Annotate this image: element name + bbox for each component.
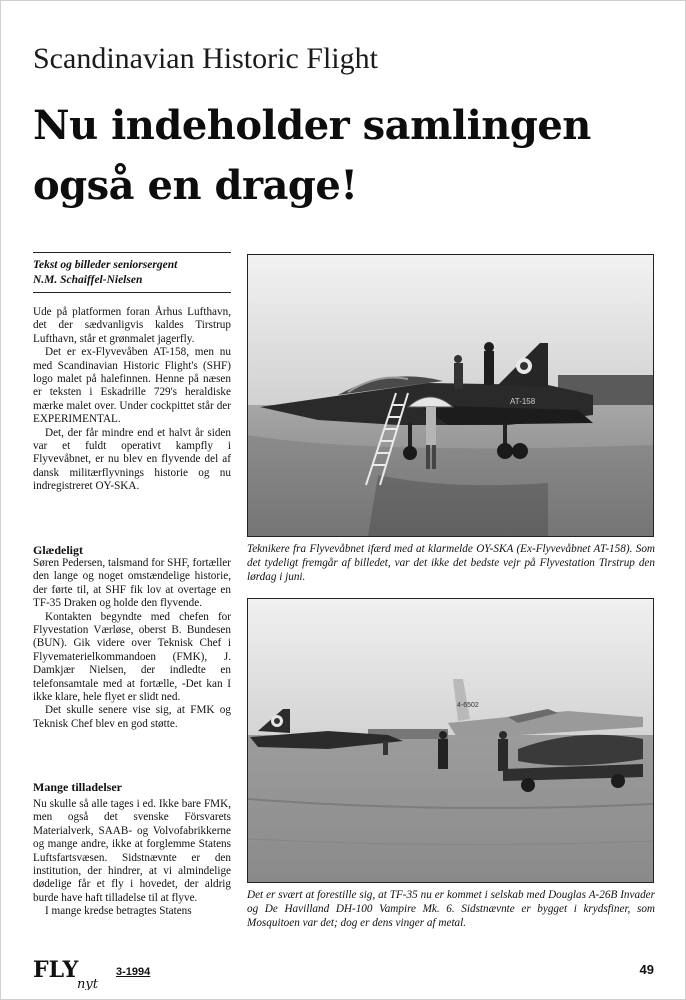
photo-draken-apron	[247, 254, 654, 537]
article-headline: Nu indeholder samlingen også en drage!	[33, 102, 591, 209]
byline-author: N.M. Schaiffel-Nielsen	[33, 274, 143, 286]
section-text-tilladelser	[33, 798, 231, 919]
logo-main: FLY	[33, 957, 79, 983]
intro-paragraph: Det, der får mindre end et halvt år siden var et fuldt operativt kampfly i Flyvevåbnet, er nu blev en flyvende del af dansk militærflyvnings historie og nu indregistreret OY-SKA.	[33, 426, 231, 493]
tail-code: 4-6502	[457, 702, 479, 709]
photo-aircraft-lineup	[247, 598, 654, 883]
fly-nyt-logo	[33, 955, 113, 990]
section-paragraph: Søren Pedersen, talsmand for SHF, fortæller den lange og noget omstændelige historie, der førte til, at SHF fik lov at overtage en TF-35 Draken og holde den flyvende.	[33, 557, 231, 610]
section-heading-glaedeligt: Glædeligt	[33, 543, 83, 557]
article-kicker: Scandinavian Historic Flight	[33, 42, 378, 75]
page-number: 49	[639, 962, 654, 977]
section-heading-tilladelser: Mange tilladelser	[33, 780, 122, 794]
photo-caption-2: Det er svært at forestille sig, at TF-35 nu er kommet i selskab med Douglas A-26B Invader og De Havilland DH-100 Vampire Mk. 6. Sidstnævnte er bygget i krydsfiner, som Mosquitoen var det; dog er dens vinger af metal.	[247, 889, 655, 929]
photo-lineup-illustration	[248, 599, 653, 882]
section-paragraph: I mange kredse betragtes Statens	[45, 905, 192, 918]
photo-caption-1: Teknikere fra Flyvevåbnet ifærd med at klarmelde OY-SKA (Ex-Flyvevåbnet AT-158). Som det tydeligt fremgår af billedet, var det ikke det bedste vejr på Flyvestation Tirstrup den lørdag i juni.	[247, 543, 655, 583]
section-paragraph: Kontakten begyndte med chefen for Flyvestation Værløse, oberst B. Bundesen (BUN). Gik videre over Teknisk Chef i Flyvematerielkommandoen (FMK), J. Damkjær Nielsen, der indledte en telefonsamtale med at fortælle, -Det kan I ikke klare, hele flyet er slidt ned.	[33, 610, 231, 704]
intro-text	[33, 306, 231, 494]
intro-paragraph: Ude på platformen foran Århus Lufthavn, det der sædvanligvis kaldes Tirstrup Lufthavn, står et grønmalet jagerfly.	[33, 306, 231, 345]
photo-draken-illustration	[248, 255, 653, 536]
tail-code: AT-158	[510, 397, 536, 406]
issue-number: 3-1994	[116, 966, 151, 978]
logo-script: nyt	[77, 977, 98, 990]
byline-credit: Tekst og billeder seniorsergent	[33, 259, 178, 271]
section-text-glaedeligt	[33, 557, 231, 731]
intro-paragraph: Det er ex-Flyvevåben AT-158, men nu med Scandinavian Historic Flight's (SHF) logo malet på halefinnen. Henne på næsen er teksten i Eskadrille 729's heraldiske mærke malet over. Under cockpittet står der EXPERIMENTAL.	[33, 346, 231, 426]
section-paragraph: Nu skulle så alle tages i ed. Ikke bare FMK, men også det svenske Försvarets Materialverk, SAAB- og Volvofabrikkerne og mange andre, ikke at forglemme Statens Luftsfartsvæsen. Sidstnævnte er den institution, der hindrer, at vi almindelige dødelige får et fly i hovedet, der aldrig burde have haft tilladelse til at flyve.	[33, 798, 231, 904]
section-paragraph: Det skulle senere vise sig, at FMK og Teknisk Chef blev en god støtte.	[33, 704, 231, 730]
byline	[33, 252, 231, 293]
